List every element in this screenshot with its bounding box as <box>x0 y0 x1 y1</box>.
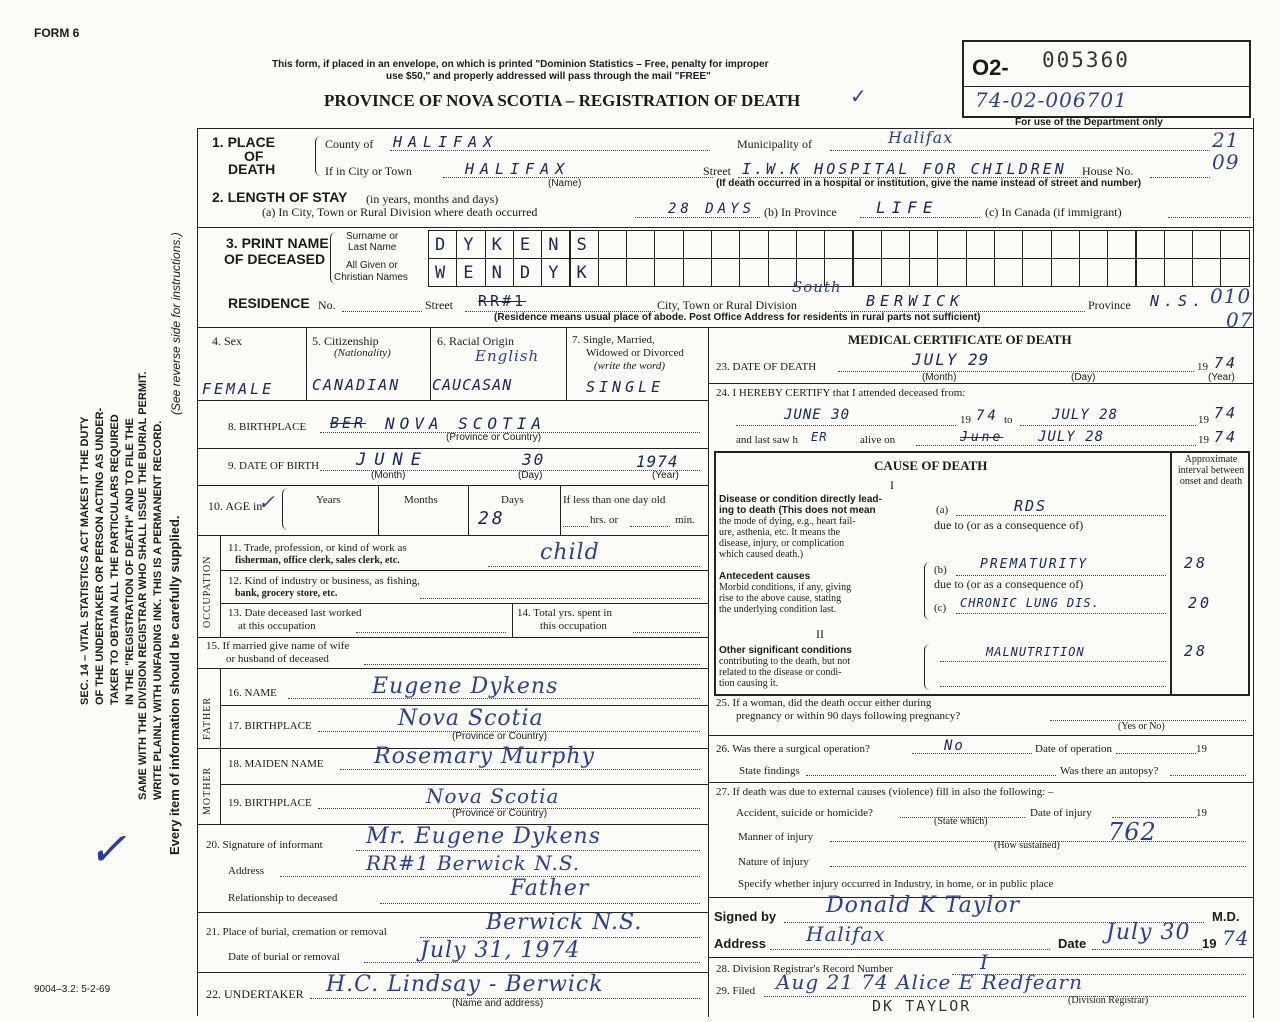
surname-letter-box <box>683 230 712 259</box>
autopsy-label: Was there an autopsy? <box>1060 765 1159 777</box>
margin-check-mark: ✓ <box>88 822 128 876</box>
stay-note: (in years, months and days) <box>366 192 499 206</box>
given-letter-box <box>1051 258 1080 287</box>
q27-label: 27. If death was due to external causes (violence) fill in also the following: – <box>716 786 1054 798</box>
name-letter: K <box>576 263 587 283</box>
cause-section-2: II <box>816 627 824 641</box>
name-letter: D <box>519 263 531 283</box>
age-days-label: Days <box>501 494 524 506</box>
sex-label: 4. Sex <box>212 334 242 348</box>
industry-label-2: bank, grocery store, etc. <box>235 588 338 599</box>
other-interval: 28 <box>1184 642 1209 660</box>
dob-day-caption: (Day) <box>518 470 543 481</box>
date-injury-year: 19 <box>1196 807 1207 819</box>
city-label: If in City or Town <box>325 164 412 178</box>
given-letter-box <box>1022 258 1051 287</box>
informant-relationship-label: Relationship to deceased <box>228 892 338 904</box>
municipality-label: Municipality of <box>737 137 812 151</box>
antecedent-label-4: the underlying condition last. <box>719 604 837 615</box>
residence-street-value: RR#1 <box>478 292 527 310</box>
father-name-label: 16. NAME <box>228 687 277 699</box>
death-year-prefix: 19 <box>1197 361 1208 373</box>
informant-label: 20. Signature of informant <box>206 839 323 851</box>
other-label-1: Other significant conditions <box>719 645 852 656</box>
reg-prefix: O2- <box>972 55 1009 80</box>
direct-label-3: the mode of dying, e.g., heart fail- <box>719 516 856 527</box>
q26-value: No <box>944 738 965 754</box>
surname-letter-box <box>626 230 655 259</box>
surname-letter-box <box>1220 230 1249 259</box>
marital-value: SINGLE <box>586 378 665 396</box>
stay-b-value: LIFE <box>876 198 939 217</box>
surname-letter-box <box>881 230 910 259</box>
residence-no-label: No. <box>318 298 336 312</box>
nature-label: Nature of injury <box>738 856 809 868</box>
name-letter: N <box>491 263 502 283</box>
cause-b-due-to: due to (or as a consequence of) <box>934 577 1084 591</box>
place-label-1: 1. PLACE <box>212 134 276 150</box>
dob-year-caption: (Year) <box>652 470 679 481</box>
occupation-side-label: OCCUPATION <box>202 555 213 628</box>
given-letter-box <box>711 258 740 287</box>
bottom-stamp: DK TAYLOR <box>872 997 972 1015</box>
mother-maiden-value: Rosemary Murphy <box>374 744 595 769</box>
name-letter: N <box>548 235 559 255</box>
undertaker-value: H.C. Lindsay - Berwick <box>326 972 604 997</box>
code-1: 21 <box>1212 128 1240 152</box>
side-text-5: SAME WITH THE DIVISION REGISTRAR WHO SHALL ISSUE THE BURIAL PERMIT. <box>137 371 149 800</box>
informant-relationship-value: Father <box>510 876 590 901</box>
certify-from-year-prefix: 19 <box>960 414 971 426</box>
q29-label: 29. Filed <box>716 985 756 997</box>
residence-label: RESIDENCE <box>228 295 310 311</box>
residence-city-label: City, Town or Rural Division <box>657 298 797 312</box>
mother-birthplace-label: 19. BIRTHPLACE <box>228 797 312 809</box>
informant-name: Mr. Eugene Dykens <box>366 824 602 849</box>
surname-letter-box <box>1107 230 1136 259</box>
death-month-caption: (Month) <box>922 372 957 383</box>
interval-header: Approximate interval between onset and death <box>1177 454 1245 487</box>
q29-value: Aug 21 74 Alice E Redfearn <box>776 970 1083 994</box>
check-mark-icon: ✓ <box>850 86 867 108</box>
specify-label: Specify whether injury occurred in Industry, in home, or in public place <box>738 878 1054 890</box>
age-check-icon: ✓ <box>258 490 276 514</box>
birthplace-value: NOVA SCOTIA <box>385 414 546 433</box>
name-letter: K <box>491 235 502 255</box>
certify-to-year: 74 <box>1214 404 1239 422</box>
signature-year-prefix: 19 <box>1202 936 1217 951</box>
side-text-3: TAKER TO OBTAIN ALL THE PARTICULARS REQUIRED <box>109 414 121 705</box>
direct-label-2: ing to death (This does not mean <box>719 505 876 516</box>
spouse-label-1: 15. If married give name of wife <box>206 640 350 652</box>
father-side-label: FATHER <box>202 696 213 740</box>
county-label: County of <box>325 137 374 151</box>
given-letter-box <box>853 258 882 287</box>
side-text-1: SEC. 14 – VITAL STATISTICS ACT MAKES IT THE DUTY <box>79 416 91 705</box>
accident-label: Accident, suicide or homicide? <box>736 807 873 819</box>
stay-a-label: (a) In City, Town or Rural Division where death occurred <box>262 205 538 219</box>
surname-letter-box <box>909 230 938 259</box>
marital-label-1: 7. Single, Married, <box>572 334 655 346</box>
direct-label-6: which caused death.) <box>719 549 804 560</box>
cause-section-1: I <box>890 478 894 492</box>
signed-by-label: Signed by <box>714 909 777 924</box>
residence-province-value: N.S. <box>1150 292 1207 310</box>
name-letter: S <box>576 235 587 255</box>
given-label-1: All Given or <box>346 260 398 271</box>
side-text-8: (See reverse side for instructions.) <box>169 232 183 415</box>
racial-label: 6. Racial Origin <box>437 334 514 348</box>
antecedent-label-2: Morbid conditions, if any, giving <box>719 582 852 593</box>
age-label: 10. AGE in <box>208 499 263 513</box>
surname-letter-box <box>796 230 825 259</box>
surname-letter-box <box>1079 230 1108 259</box>
cause-b-label: (b) <box>934 564 947 576</box>
certify-to-label: to <box>1004 414 1013 426</box>
given-letter-box <box>1164 258 1193 287</box>
death-year: 74 <box>1214 354 1239 372</box>
given-letter-box <box>683 258 712 287</box>
signature-year-value: 74 <box>1222 926 1250 950</box>
racial-value: CAUCASAN <box>432 376 513 394</box>
given-letter-box <box>909 258 938 287</box>
surname-letter-box <box>1051 230 1080 259</box>
death-month: JULY <box>912 350 959 369</box>
dob-label: 9. DATE OF BIRTH <box>228 460 320 472</box>
certify-label: 24. I HEREBY CERTIFY that I attended deceased from: <box>716 387 966 399</box>
marital-label-2: Widowed or Divorced <box>586 347 684 359</box>
death-day-caption: (Day) <box>1071 372 1096 383</box>
age-days-value: 28 <box>478 508 506 529</box>
other-label-3: related to the disease or condi- <box>719 667 842 678</box>
how-sustained-caption: (How sustained) <box>994 840 1060 851</box>
citizenship-label: 5. Citizenship <box>312 334 379 348</box>
surname-letter-box <box>654 230 683 259</box>
father-name-value: Eugene Dykens <box>372 674 559 699</box>
given-label-2: Christian Names <box>334 272 408 283</box>
state-findings-label: State findings <box>739 765 800 777</box>
given-letter-box <box>1136 258 1165 287</box>
dept-use-label: For use of the Department only <box>1015 117 1163 128</box>
hand-number: 74-02-006701 <box>975 88 1128 112</box>
age-less-day-label: If less than one day old <box>563 494 666 506</box>
mother-birthplace-caption: (Province or Country) <box>452 808 548 819</box>
q26-label: 26. Was there a surgical operation? <box>716 743 870 755</box>
q28-label: 28. Division Registrar's Record Number <box>716 963 894 975</box>
stay-c-label: (c) In Canada (if immigrant) <box>985 205 1122 219</box>
surname-letter-box <box>1192 230 1221 259</box>
last-worked-label-2: at this occupation <box>238 620 316 632</box>
surname-letter-box <box>598 230 627 259</box>
given-letter-box <box>1107 258 1136 287</box>
house-label: House No. <box>1082 164 1134 178</box>
total-yrs-label-2: this occupation <box>540 620 607 632</box>
informant-address-label: Address <box>228 865 265 877</box>
surname-letter-box <box>1022 230 1051 259</box>
surname-letter-box <box>937 230 966 259</box>
given-letter-box <box>1079 258 1108 287</box>
place-label-3: DEATH <box>228 161 276 177</box>
other-value: MALNUTRITION <box>986 645 1085 659</box>
name-label-1: 3. PRINT NAME <box>226 235 329 251</box>
industry-label-1: 12. Kind of industry or business, as fishing, <box>228 575 420 587</box>
code-2: 09 <box>1212 150 1240 174</box>
age-min-label: min. <box>675 514 695 526</box>
alive-year-prefix: 19 <box>1198 434 1209 446</box>
stay-label: 2. LENGTH OF STAY <box>212 189 348 205</box>
manner-label: Manner of injury <box>738 831 814 843</box>
death-year-caption: (Year) <box>1208 372 1235 383</box>
signature-address-value: Halifax <box>806 922 886 946</box>
surname-letter-box <box>739 230 768 259</box>
state-which-caption: (State which) <box>934 816 988 827</box>
burial-place-label: 21. Place of burial, cremation or removal <box>206 926 387 938</box>
antecedent-label-3: rise to the above cause, stating <box>719 593 842 604</box>
given-letter-box <box>966 258 995 287</box>
surname-label-2: Last Name <box>348 242 397 253</box>
residence-note: (Residence means usual place of abode. Post Office Address for residents in rural parts not sufficient) <box>494 312 981 323</box>
mother-maiden-label: 18. MAIDEN NAME <box>228 758 324 770</box>
citizenship-note: (Nationality) <box>334 347 391 359</box>
hospital-note: (If death occurred in a hospital or institution, give the name instead of street and number) <box>716 178 1142 189</box>
dob-year: 1974 <box>636 452 679 471</box>
antecedent-label-1: Antecedent causes <box>719 571 811 582</box>
city-name-caption: (Name) <box>548 178 582 189</box>
municipality-value: Halifax <box>888 128 954 147</box>
surname-letter-box <box>768 230 797 259</box>
given-letter-box <box>626 258 655 287</box>
burial-date-label: Date of burial or removal <box>228 951 340 963</box>
surname-letter-box <box>994 230 1023 259</box>
father-birthplace-caption: (Province or Country) <box>452 731 548 742</box>
form-label: FORM 6 <box>34 26 80 40</box>
street-label: Street <box>703 164 731 178</box>
given-letter-box <box>881 258 910 287</box>
residence-street-label: Street <box>425 298 453 312</box>
alive-struck: June <box>960 430 1004 445</box>
given-letter-box <box>1192 258 1221 287</box>
cause-c-value: CHRONIC LUNG DIS. <box>960 596 1100 610</box>
surname-letter-box <box>966 230 995 259</box>
surname-letter-box <box>853 230 882 259</box>
footer-code: 9004–3.2: 5-2-69 <box>34 984 111 995</box>
q28-value: I <box>980 950 989 974</box>
given-letter-box <box>598 258 627 287</box>
code-3: 010 <box>1210 284 1252 308</box>
q25-label-1: 25. If a woman, did the death occur either during <box>716 697 932 709</box>
certify-to-year-prefix: 19 <box>1198 414 1209 426</box>
postal-note-2: use $50," and properly addressed will pass through the mail "FREE" <box>386 71 711 82</box>
spouse-label-2: or husband of deceased <box>226 653 329 665</box>
name-letter: D <box>435 235 446 255</box>
medical-header: MEDICAL CERTIFICATE OF DEATH <box>848 332 1072 347</box>
direct-label-5: disease, injury, or complication <box>719 538 845 549</box>
alive-on-label: alive on <box>860 434 896 446</box>
undertaker-label: 22. UNDERTAKER <box>206 987 304 1001</box>
surname-letter-box <box>1136 230 1165 259</box>
age-hrs-label: hrs. or <box>590 514 619 526</box>
dob-month: JUNE <box>356 450 429 470</box>
father-birthplace-label: 17. BIRTHPLACE <box>228 720 312 732</box>
name-label-2: OF DECEASED <box>224 251 326 267</box>
dob-day: 30 <box>522 450 546 469</box>
residence-city-hand: South <box>792 278 842 296</box>
signature-date-label: Date <box>1058 936 1087 951</box>
given-letter-box <box>937 258 966 287</box>
code-4: 07 <box>1226 308 1254 332</box>
residence-city-value: BERWICK <box>866 292 965 310</box>
given-letter-box <box>739 258 768 287</box>
mother-side-label: MOTHER <box>202 766 213 815</box>
signature-date-value: July 30 <box>1106 920 1191 945</box>
birthplace-caption: (Province or Country) <box>446 432 542 443</box>
age-years-label: Years <box>316 494 341 506</box>
surname-label-1: Surname or <box>346 231 399 242</box>
sex-value: FEMALE <box>202 380 275 398</box>
last-saw-label: and last saw h <box>736 434 799 446</box>
certify-from-year: 74 <box>976 408 999 424</box>
mother-birthplace-value: Nova Scotia <box>426 784 560 808</box>
residence-province-label: Province <box>1088 298 1131 312</box>
direct-label-4: ure, asthenia, etc. It means the <box>719 527 841 538</box>
side-text-7: Every item of information should be carefully supplied. <box>167 515 182 855</box>
postal-note-1: This form, if placed in an envelope, on which is printed "Dominion Statistics – Free, penalty for improper <box>272 59 769 70</box>
cause-header: CAUSE OF DEATH <box>874 458 988 473</box>
side-text-4: IN THE "REGISTRATION OF DEATH" AND TO FILE THE <box>124 418 136 705</box>
surname-letter-box <box>711 230 740 259</box>
name-letter: E <box>463 263 474 283</box>
trade-value: child <box>540 540 600 565</box>
q25-yes-no: (Yes or No) <box>1118 721 1165 732</box>
father-birthplace-value: Nova Scotia <box>398 706 544 731</box>
division-registrar-caption: (Division Registrar) <box>1068 995 1149 1006</box>
marital-label-3: (write the word) <box>594 360 666 372</box>
city-value: HALIFAX <box>465 160 571 178</box>
last-worked-label-1: 13. Date deceased last worked <box>228 607 362 619</box>
signature-address-label: Address <box>714 936 767 951</box>
last-saw-hand: ER <box>811 430 828 444</box>
informant-address-value: RR#1 Berwick N.S. <box>366 851 581 875</box>
trade-label-1: 11. Trade, profession, or kind of work as <box>228 542 407 554</box>
undertaker-caption: (Name and address) <box>452 998 544 1009</box>
county-value: HALIFAX <box>393 133 499 151</box>
cause-c-label: (c) <box>934 602 947 614</box>
other-label-2: contributing to the death, but not <box>719 656 851 667</box>
racial-hand: English <box>475 347 540 365</box>
age-months-label: Months <box>404 494 438 506</box>
death-date-label: 23. DATE OF DEATH <box>716 361 817 373</box>
stay-a-value: 28 DAYS <box>668 201 756 217</box>
date-injury-label: Date of injury <box>1030 807 1092 819</box>
surname-letter-box <box>1164 230 1193 259</box>
alive-date: JULY 28 <box>1038 429 1105 445</box>
side-text-2: OF THE UNDERTAKER OR PERSON ACTING AS UNDER- <box>94 407 106 705</box>
surname-letter-box <box>824 230 853 259</box>
cause-c-interval: 20 <box>1188 594 1213 612</box>
name-letter: Y <box>463 235 474 255</box>
q25-label-2: pregnancy or within 90 days following pregnancy? <box>736 710 961 722</box>
street-value: I.W.K HOSPITAL FOR CHILDREN <box>742 160 1067 178</box>
md-label: M.D. <box>1212 909 1240 924</box>
cause-b-interval: 28 <box>1184 554 1209 572</box>
cause-a-value: RDS <box>1014 497 1048 515</box>
given-letter-box <box>994 258 1023 287</box>
trade-label-2: fisherman, office clerk, sales clerk, etc. <box>235 555 400 566</box>
signed-by-value: Donald K Taylor <box>826 893 1021 918</box>
name-letter: W <box>435 263 446 283</box>
dob-month-caption: (Month) <box>371 470 406 481</box>
death-day: 29 <box>968 350 990 369</box>
name-letter: Y <box>548 263 559 283</box>
date-of-operation-year: 19 <box>1196 743 1207 755</box>
date-of-operation-label: Date of operation <box>1035 743 1112 755</box>
stay-b-label: (b) In Province <box>764 205 837 219</box>
cause-a-due-to: due to (or as a consequence of) <box>934 518 1084 532</box>
cause-a-label: (a) <box>936 504 949 516</box>
other-label-4: tion causing it. <box>719 678 779 689</box>
direct-label-1: Disease or condition directly lead- <box>719 494 882 505</box>
given-letter-box <box>1220 258 1249 287</box>
citizenship-value: CANADIAN <box>312 376 401 394</box>
total-yrs-label-1: 14. Total yrs. spent in <box>517 607 612 619</box>
place-label-2: OF <box>244 148 264 164</box>
page-title: PROVINCE OF NOVA SCOTIA – REGISTRATION OF DEATH <box>324 91 801 110</box>
side-text-6: WRITE PLAINLY WITH UNFADING INK. THIS IS A PERMANENT RECORD. <box>152 420 164 800</box>
burial-date-value: July 31, 1974 <box>420 938 581 963</box>
manner-mark: 762 <box>1108 818 1157 846</box>
name-letter: E <box>519 235 531 255</box>
alive-year: 74 <box>1214 428 1239 446</box>
burial-place-value: Berwick N.S. <box>486 910 643 935</box>
given-letter-box <box>654 258 683 287</box>
birthplace-struck: BER <box>330 414 367 432</box>
birthplace-label: 8. BIRTHPLACE <box>228 421 307 433</box>
cause-b-value: PREMATURITY <box>980 557 1089 572</box>
certify-to-date: JULY 28 <box>1052 407 1119 423</box>
certify-from-date: JUNE 30 <box>784 407 851 423</box>
reg-number: 005360 <box>1042 48 1130 72</box>
